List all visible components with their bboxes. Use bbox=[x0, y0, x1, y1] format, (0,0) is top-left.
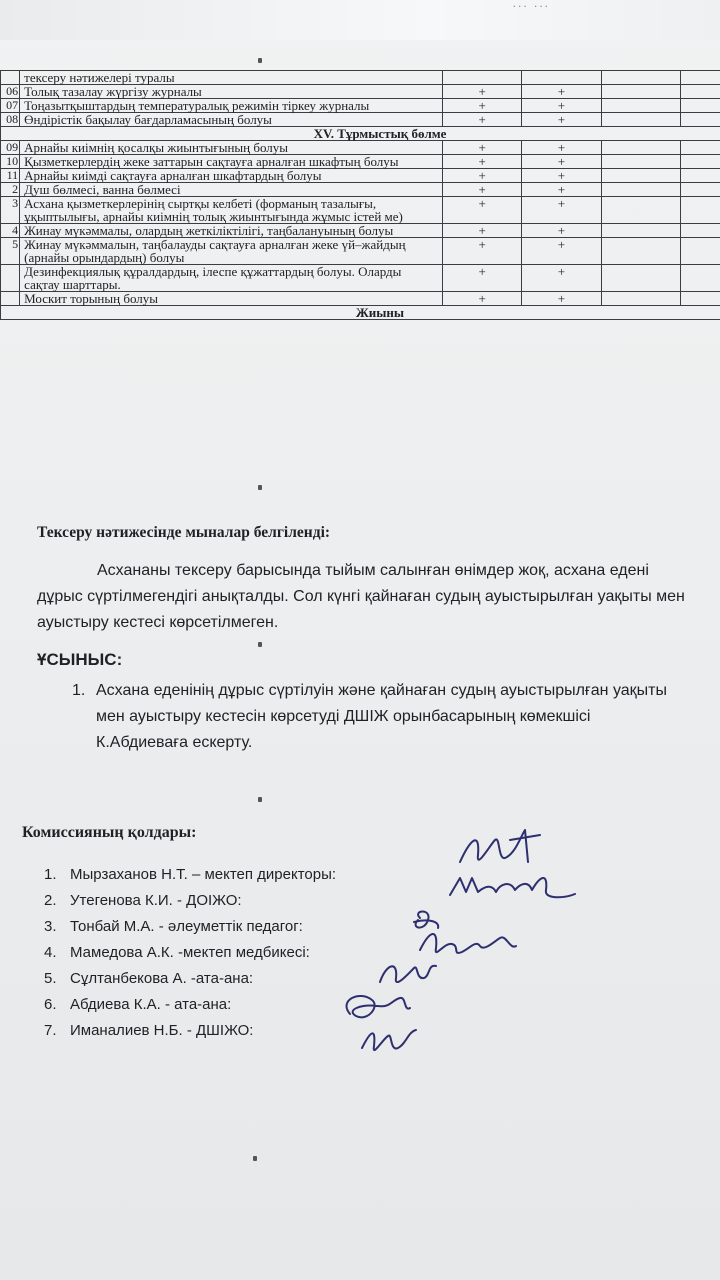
commission-title: Комиссияның қолдары: bbox=[22, 824, 197, 841]
row-number: 08 bbox=[1, 113, 20, 127]
empty-cell bbox=[680, 197, 720, 224]
commission-member: 3. Тонбай М.А. - әлеуметтік педагог: bbox=[44, 918, 303, 935]
mark-cell: + bbox=[522, 99, 601, 113]
findings-text: Асхананы тексеру барысында тыйым салынған өнімдер жоқ, асхана едені дұрыс сүртілмегендігі анықталды. Сол күнгі қайнаған судың ауыстырылған уақыты мен ауыстыру кестесі көрсетілмеген. bbox=[37, 562, 685, 631]
mark-cell: + bbox=[443, 155, 522, 169]
commission-member: 4. Мамедова А.К. -мектеп медбикесі: bbox=[44, 944, 310, 961]
empty-cell bbox=[601, 169, 680, 183]
mark-cell: + bbox=[522, 85, 601, 99]
mark-cell: + bbox=[522, 141, 601, 155]
signature-4 bbox=[420, 934, 516, 953]
empty-cell bbox=[601, 113, 680, 127]
commission-member: 2. Утегенова К.И. - ДОІЖО: bbox=[44, 892, 242, 909]
findings-title: Тексеру нәтижесінде мыналар белгіленді: bbox=[37, 524, 331, 541]
empty-cell bbox=[680, 85, 720, 99]
row-description: Душ бөлмесі, ванна бөлмесі bbox=[20, 183, 443, 197]
table-row bbox=[1, 265, 720, 292]
punch-mark bbox=[258, 58, 262, 63]
empty-cell bbox=[601, 292, 680, 306]
mark-cell: + bbox=[443, 197, 522, 224]
row-number bbox=[1, 71, 20, 85]
mark-cell bbox=[443, 71, 522, 85]
mark-cell bbox=[522, 71, 601, 85]
recommendation-item bbox=[72, 678, 672, 756]
empty-cell bbox=[680, 238, 720, 265]
row-description: Жинау мүкәммалы, олардың жеткіліктілігі, таңбалануының болуы bbox=[20, 224, 443, 238]
mark-cell: + bbox=[522, 183, 601, 197]
empty-cell bbox=[680, 141, 720, 155]
row-number: 3 bbox=[1, 197, 20, 224]
row-number: 07 bbox=[1, 99, 20, 113]
row-number: 06 bbox=[1, 85, 20, 99]
mark-cell: + bbox=[522, 292, 601, 306]
empty-cell bbox=[680, 99, 720, 113]
punch-mark bbox=[253, 1156, 257, 1161]
table-row bbox=[1, 141, 720, 155]
top-edge bbox=[0, 0, 720, 40]
mark-cell: + bbox=[443, 238, 522, 265]
empty-cell bbox=[601, 238, 680, 265]
empty-cell bbox=[601, 85, 680, 99]
mark-cell: + bbox=[443, 183, 522, 197]
table-row bbox=[1, 292, 720, 306]
punch-mark bbox=[258, 485, 262, 490]
mark-cell: + bbox=[443, 99, 522, 113]
inspection-table-wrap bbox=[0, 70, 720, 320]
row-number bbox=[1, 265, 20, 292]
commission-member: 5. Сұлтанбекова А. -ата-ана: bbox=[44, 970, 254, 987]
row-description: Дезинфекциялық құралдардың, ілеспе құжаттардың болуы. Оларды сақтау шарттары. bbox=[20, 265, 443, 292]
mark-cell: + bbox=[522, 113, 601, 127]
row-description: Жинау мүкәммалын, таңбалауды сақтауға арналған жеке үй–жайдың (арнайы орындардың) болуы bbox=[20, 238, 443, 265]
table-row bbox=[1, 113, 720, 127]
empty-cell bbox=[601, 265, 680, 292]
table-row bbox=[1, 169, 720, 183]
table-row bbox=[1, 85, 720, 99]
row-description: Тоңазытқыштардың температуралық режимін тіркеу журналы bbox=[20, 99, 443, 113]
inspection-table bbox=[0, 70, 720, 320]
mark-cell: + bbox=[443, 85, 522, 99]
table-row bbox=[1, 71, 720, 85]
commission-member: 1. Мырзаханов Н.Т. – мектеп директоры: bbox=[44, 866, 337, 883]
recommendation-number: 1. bbox=[72, 682, 86, 699]
commission-member: 7. Иманалиев Н.Б. - ДШІЖО: bbox=[44, 1022, 254, 1039]
row-number: 2 bbox=[1, 183, 20, 197]
table-row bbox=[1, 155, 720, 169]
section-title: Жиыны bbox=[1, 306, 720, 320]
empty-cell bbox=[680, 155, 720, 169]
recommendation-title: ҰСЫНЫС: bbox=[37, 650, 123, 669]
row-description: Қызметкерлердің жеке заттарын сақтауға арналған шкафтың болуы bbox=[20, 155, 443, 169]
mark-cell: + bbox=[522, 155, 601, 169]
row-description: Москит торының болуы bbox=[20, 292, 443, 306]
table-row bbox=[1, 99, 720, 113]
row-number: 09 bbox=[1, 141, 20, 155]
table-row bbox=[1, 183, 720, 197]
empty-cell bbox=[601, 141, 680, 155]
empty-cell bbox=[601, 183, 680, 197]
empty-cell bbox=[680, 292, 720, 306]
mark-cell: + bbox=[522, 238, 601, 265]
section-header-row bbox=[1, 127, 720, 141]
mark-cell: + bbox=[522, 169, 601, 183]
mark-cell: + bbox=[443, 265, 522, 292]
row-description: Арнайы киімнің қосалқы жиынтығының болуы bbox=[20, 141, 443, 155]
table-row bbox=[1, 197, 720, 224]
signature-2 bbox=[450, 878, 575, 897]
empty-cell bbox=[680, 71, 720, 85]
section-title: XV. Тұрмыстық бөлме bbox=[1, 127, 720, 141]
mark-cell: + bbox=[522, 197, 601, 224]
empty-cell bbox=[680, 169, 720, 183]
mark-cell: + bbox=[443, 169, 522, 183]
row-number: 4 bbox=[1, 224, 20, 238]
mark-cell: + bbox=[522, 224, 601, 238]
row-number: 10 bbox=[1, 155, 20, 169]
row-description: тексеру нәтижелері туралы bbox=[20, 71, 443, 85]
table-row bbox=[1, 224, 720, 238]
row-description: Арнайы киімді сақтауға арналған шкафтардың болуы bbox=[20, 169, 443, 183]
row-description: Толық тазалау жүргізу журналы bbox=[20, 85, 443, 99]
empty-cell bbox=[680, 265, 720, 292]
commission-member: 6. Абдиева К.А. - ата-ана: bbox=[44, 996, 232, 1013]
empty-cell bbox=[601, 71, 680, 85]
empty-cell bbox=[680, 183, 720, 197]
row-number: 5 bbox=[1, 238, 20, 265]
signature-7 bbox=[362, 1030, 416, 1050]
row-number: 11 bbox=[1, 169, 20, 183]
handwritten-signatures bbox=[320, 800, 580, 1080]
signature-1 bbox=[460, 830, 540, 862]
row-description: Өндірістік бақылау бағдарламасының болуы bbox=[20, 113, 443, 127]
commission-list bbox=[44, 862, 336, 1044]
empty-cell bbox=[601, 224, 680, 238]
empty-cell bbox=[601, 155, 680, 169]
mark-cell: + bbox=[522, 265, 601, 292]
signature-5 bbox=[380, 966, 436, 982]
signature-3 bbox=[414, 912, 438, 929]
signature-6 bbox=[347, 996, 410, 1017]
empty-cell bbox=[601, 197, 680, 224]
section-header-row bbox=[1, 306, 720, 320]
punch-mark bbox=[258, 642, 262, 647]
table-row bbox=[1, 238, 720, 265]
recommendation-text: Асхана еденінің дұрыс сүртілуін және қайнаған судың ауыстырылған уақыты мен ауыстыру кестесін көрсетуді ДШІЖ орынбасарының көмекшісі К.Абдиеваға ескерту. bbox=[96, 682, 667, 751]
row-description: Асхана қызметкерлерінің сыртқы келбеті (форманың тазалығы, ұқыптылығы, арнайы киімнің толық жиынтығында жұмыс істей ме) bbox=[20, 197, 443, 224]
mark-cell: + bbox=[443, 141, 522, 155]
empty-cell bbox=[601, 99, 680, 113]
mark-cell: + bbox=[443, 113, 522, 127]
punch-mark bbox=[258, 797, 262, 802]
empty-cell bbox=[680, 224, 720, 238]
mark-cell: + bbox=[443, 292, 522, 306]
empty-cell bbox=[680, 113, 720, 127]
mark-cell: + bbox=[443, 224, 522, 238]
row-number bbox=[1, 292, 20, 306]
top-digits: ... ... bbox=[512, 0, 550, 10]
